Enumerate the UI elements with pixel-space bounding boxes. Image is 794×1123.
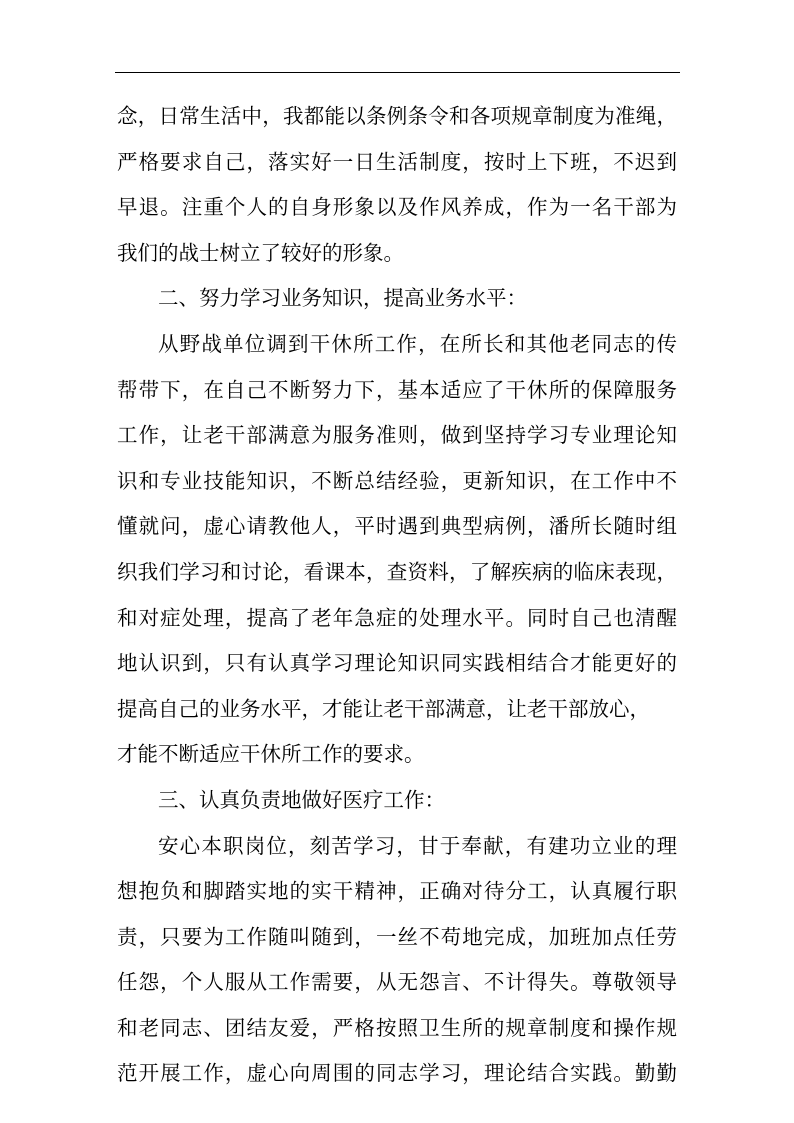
text-line: 我们的战士树立了较好的形象。	[117, 240, 404, 265]
text-line: 和老同志、团结友爱，严格按照卫生所的规章制度和操作规	[117, 1015, 677, 1040]
text-line: 织我们学习和讨论，看课本，查资料，了解疾病的临床表现，	[117, 559, 677, 584]
text-line: 地认识到，只有认真学习理论知识同实践相结合才能更好的	[117, 651, 677, 676]
header-rule	[115, 72, 680, 73]
text-line: 责，只要为工作随叫随到，一丝不苟地完成，加班加点任劳	[117, 924, 677, 949]
text-line: 工作，让老干部满意为服务准则，做到坚持学习专业理论知	[117, 423, 677, 448]
text-line: 念，日常生活中，我都能以条例条令和各项规章制度为准绳，	[117, 104, 677, 128]
text-line: 从野战单位调到干休所工作，在所长和其他老同志的传	[158, 331, 677, 356]
text-line: 想抱负和脚踏实地的实干精神，正确对待分工，认真履行职	[117, 879, 677, 904]
document-body	[117, 94, 677, 1097]
text-line: 早退。注重个人的自身形象以及作风养成，作为一名干部为	[117, 195, 677, 220]
text-line: 安心本职岗位，刻苦学习，甘于奉献，有建功立业的理	[158, 833, 677, 858]
text-line: 严格要求自己，落实好一日生活制度，按时上下班，不迟到	[117, 149, 677, 174]
text-line: 任怨，个人服从工作需要，从无怨言、不计得失。尊敬领导	[117, 970, 677, 995]
text-line: 提高自己的业务水平，才能让老干部满意，让老干部放心，	[117, 696, 650, 721]
text-line: 范开展工作，虚心向周围的同志学习，理论结合实践。勤勤	[117, 1061, 677, 1086]
section-heading-2: 二、努力学习业务知识，提高业务水平：	[158, 286, 527, 311]
text-line: 帮带下，在自己不断努力下，基本适应了干休所的保障服务	[117, 377, 677, 402]
text-line: 识和专业技能知识，不断总结经验，更新知识，在工作中不	[117, 468, 677, 493]
text-line: 和对症处理，提高了老年急症的处理水平。同时自己也清醒	[117, 605, 677, 630]
section-heading-3: 三、认真负责地做好医疗工作：	[158, 787, 445, 812]
text-line: 才能不断适应干休所工作的要求。	[117, 742, 425, 767]
text-line: 懂就问，虚心请教他人，平时遇到典型病例，潘所长随时组	[117, 514, 677, 539]
